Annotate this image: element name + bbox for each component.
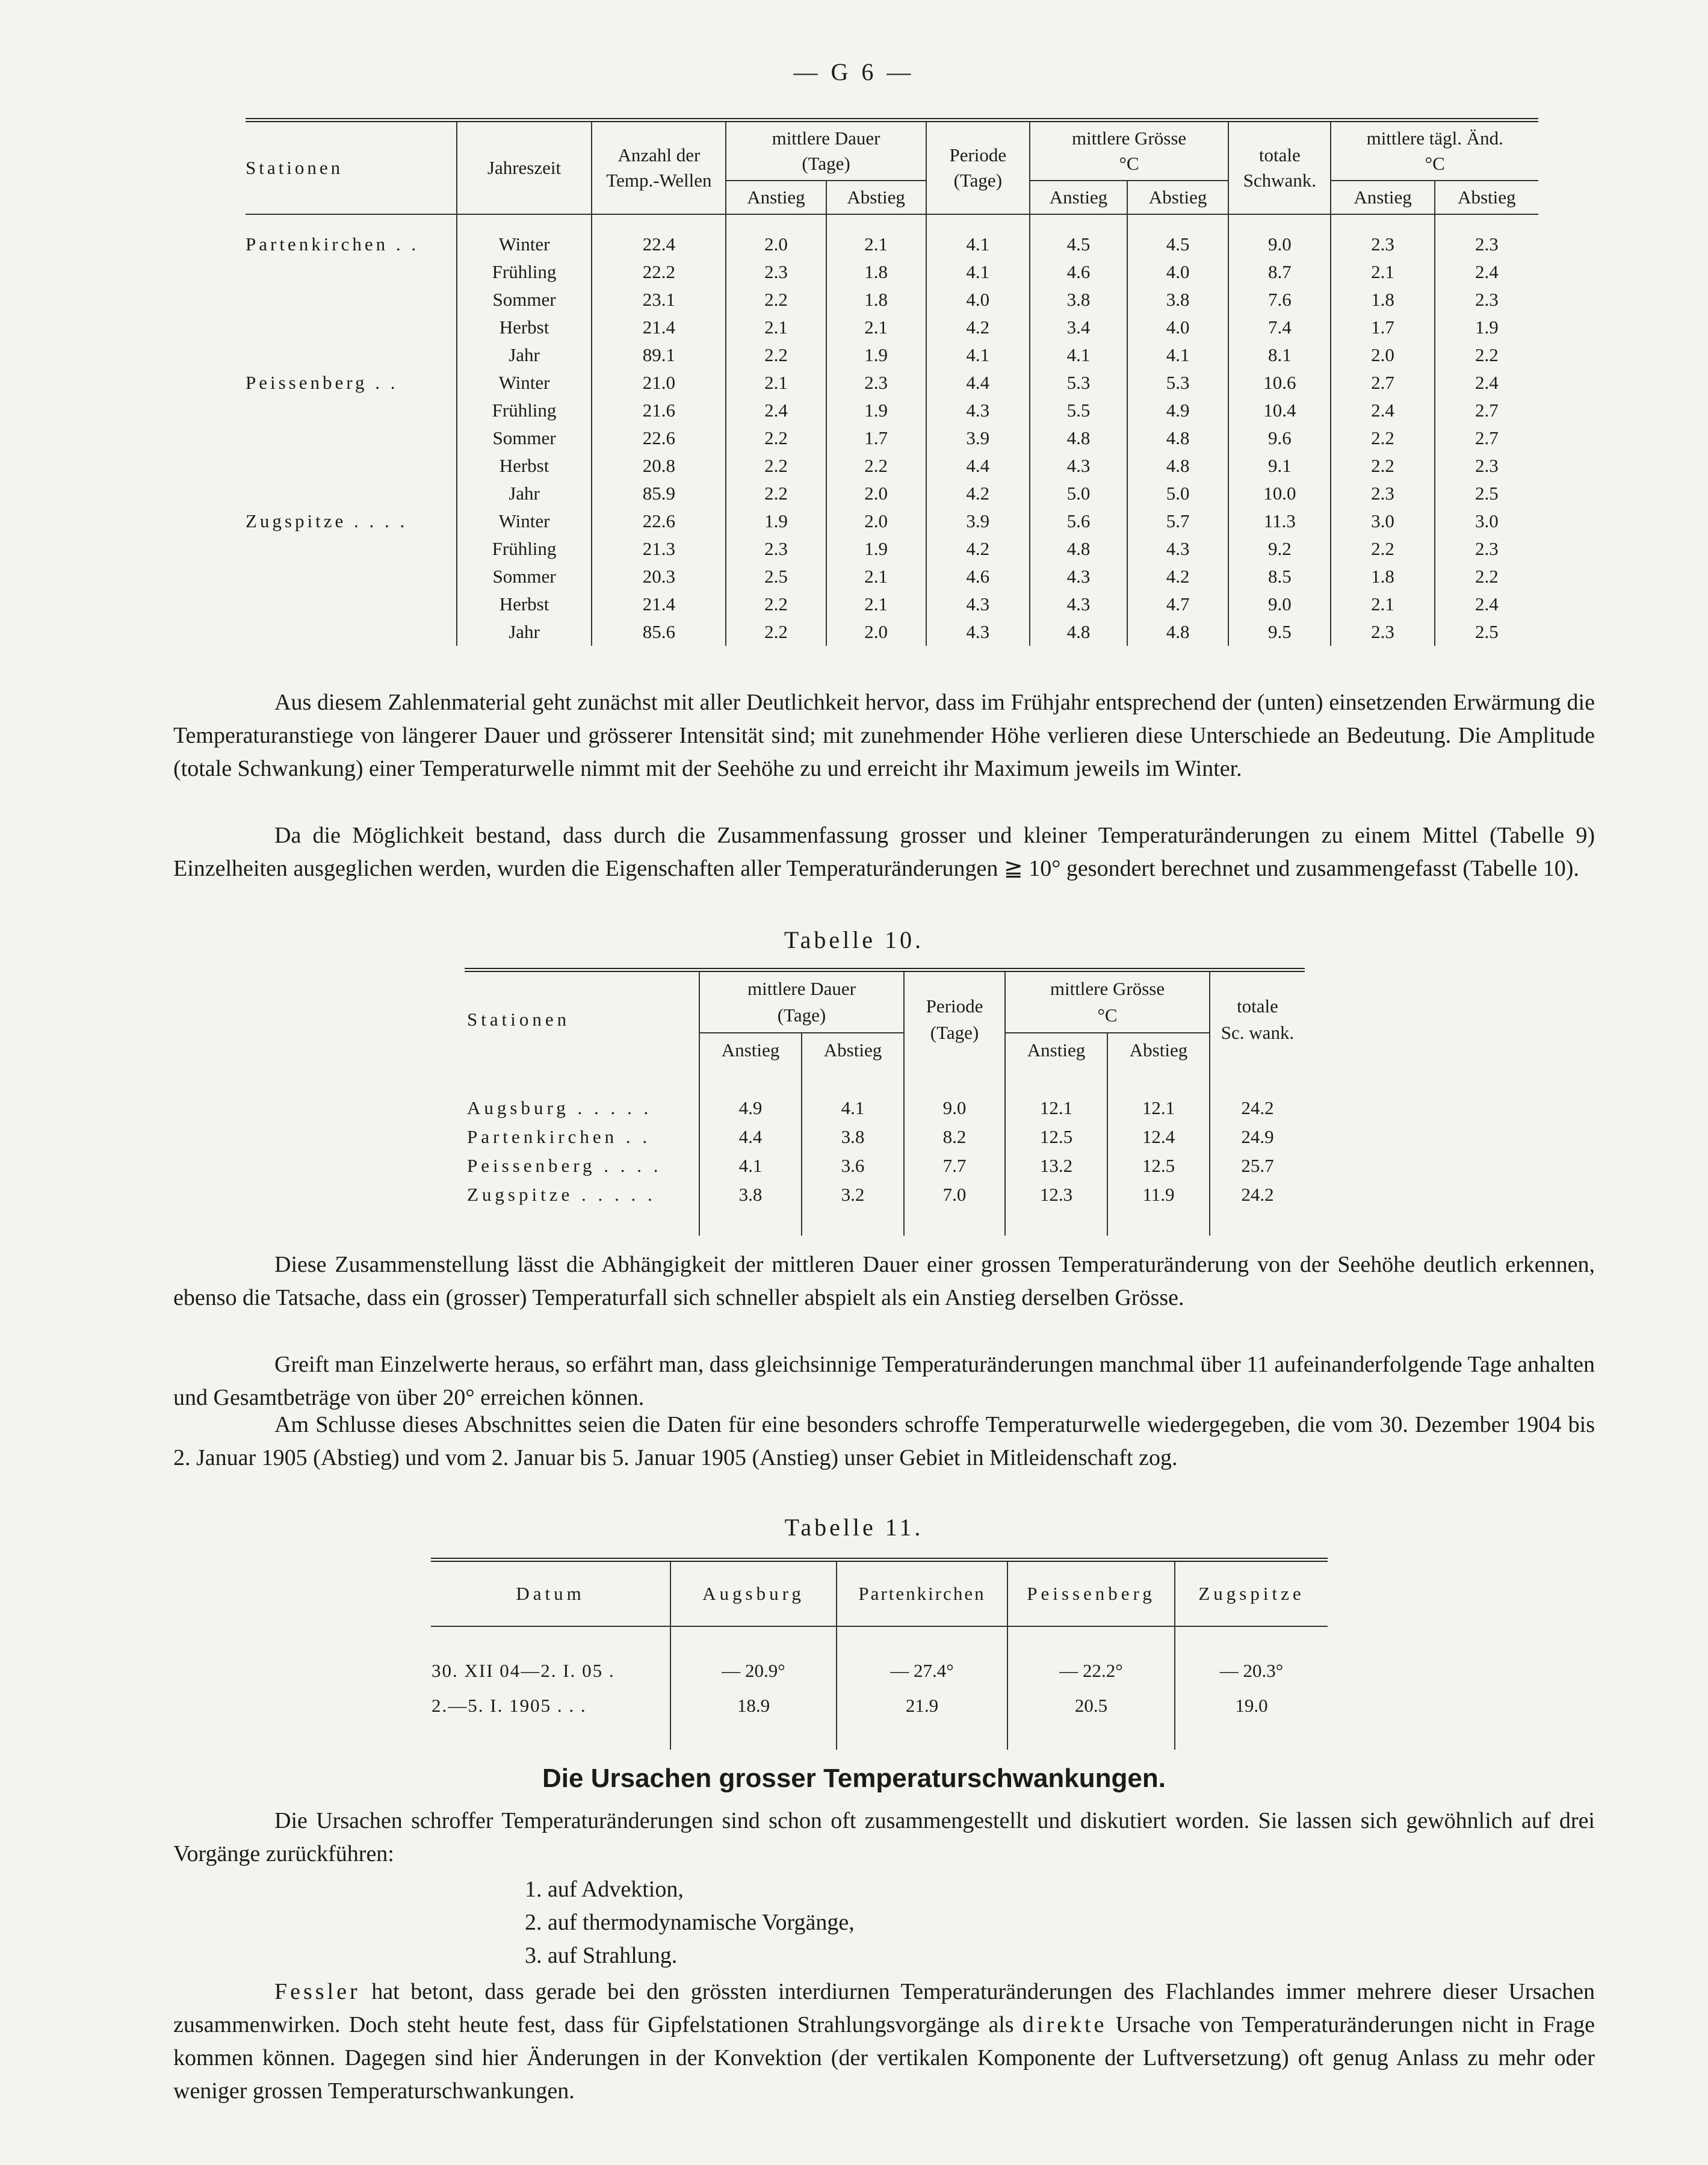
- value-cell: 4.8: [1127, 424, 1228, 452]
- value-cell: 2.3: [1331, 231, 1434, 258]
- station-name: [246, 397, 457, 424]
- season-cell: Frühling: [457, 397, 592, 424]
- col-header-stations: Stationen: [467, 1009, 571, 1030]
- value-cell: 5.3: [1030, 369, 1127, 397]
- value-cell: 25.7: [1210, 1151, 1305, 1180]
- value-cell: 1.8: [1331, 286, 1434, 314]
- value-cell: 1.7: [1331, 314, 1434, 341]
- value-cell: 4.8: [1030, 618, 1127, 646]
- value-cell: 19.0: [1175, 1688, 1328, 1723]
- col-header-zugspitze: Zugspitze: [1175, 1562, 1328, 1626]
- value-cell: 7.0: [904, 1180, 1005, 1209]
- value-cell: 2.1: [726, 314, 826, 341]
- value-cell: 2.3: [1331, 480, 1434, 507]
- value-cell: 12.1: [1107, 1094, 1210, 1123]
- value-cell: 3.8: [699, 1180, 802, 1209]
- value-cell: 9.1: [1228, 452, 1331, 480]
- sub-header-rise: Anstieg: [1331, 181, 1434, 214]
- list-item: 2. auf thermodynamische Vorgänge,: [525, 1910, 855, 1935]
- col-header-period: Periode (Tage): [926, 122, 1030, 214]
- col-header-mean-size: mittlere Grösse °C: [1030, 122, 1228, 181]
- table-row: [431, 1653, 1328, 1688]
- value-cell: 9.6: [1228, 424, 1331, 452]
- value-cell: 4.4: [926, 452, 1030, 480]
- table-row: [246, 507, 1538, 535]
- sub-header-fall: Abstieg: [802, 1033, 904, 1067]
- value-cell: 3.9: [926, 424, 1030, 452]
- author-name: Fessler: [274, 1979, 360, 2004]
- value-cell: 11.3: [1228, 507, 1331, 535]
- station-name: [246, 535, 457, 563]
- value-cell: 2.2: [826, 452, 926, 480]
- value-cell: 3.8: [1030, 286, 1127, 314]
- value-cell: 5.0: [1030, 480, 1127, 507]
- value-cell: 7.4: [1228, 314, 1331, 341]
- value-cell: 21.3: [592, 535, 726, 563]
- col-header-season: Jahreszeit: [457, 122, 592, 214]
- value-cell: 1.7: [826, 424, 926, 452]
- value-cell: 22.4: [592, 231, 726, 258]
- value-cell: 4.1: [699, 1151, 802, 1180]
- sub-header-fall: Abstieg: [1435, 181, 1538, 214]
- value-cell: 2.2: [726, 452, 826, 480]
- station-name: [246, 590, 457, 618]
- value-cell: 4.1: [926, 341, 1030, 369]
- value-cell: 4.9: [699, 1094, 802, 1123]
- value-cell: 5.3: [1127, 369, 1228, 397]
- value-cell: 9.5: [1228, 618, 1331, 646]
- value-cell: 2.3: [826, 369, 926, 397]
- value-cell: 13.2: [1005, 1151, 1107, 1180]
- value-cell: 4.1: [1030, 341, 1127, 369]
- value-cell: 12.5: [1005, 1123, 1107, 1151]
- value-cell: 89.1: [592, 341, 726, 369]
- station-name: [246, 452, 457, 480]
- sub-header-rise: Anstieg: [1005, 1033, 1107, 1067]
- station-name: [246, 258, 457, 286]
- value-cell: 22.6: [592, 424, 726, 452]
- station-name: [246, 314, 457, 341]
- value-cell: 2.7: [1435, 424, 1538, 452]
- sub-header-fall: Abstieg: [1127, 181, 1228, 214]
- value-cell: 12.3: [1005, 1180, 1107, 1209]
- value-cell: 85.9: [592, 480, 726, 507]
- value-cell: 1.8: [826, 286, 926, 314]
- table-11-title: Tabelle 11.: [784, 1514, 924, 1541]
- value-cell: 1.9: [826, 341, 926, 369]
- table-row: [246, 231, 1538, 258]
- value-cell: 2.4: [1435, 590, 1538, 618]
- value-cell: 1.9: [826, 535, 926, 563]
- value-cell: 4.3: [1030, 590, 1127, 618]
- value-cell: 2.2: [726, 480, 826, 507]
- col-header-total: totale Sc. wank.: [1210, 972, 1305, 1067]
- value-cell: 4.1: [926, 231, 1030, 258]
- value-cell: 8.5: [1228, 563, 1331, 590]
- table-row: [246, 618, 1538, 646]
- station-name: [246, 618, 457, 646]
- value-cell: 7.7: [904, 1151, 1005, 1180]
- col-header-total: totale Schwank.: [1228, 122, 1331, 214]
- season-cell: Jahr: [457, 341, 592, 369]
- value-cell: 22.6: [592, 507, 726, 535]
- value-cell: 4.0: [926, 286, 1030, 314]
- value-cell: 2.2: [1331, 424, 1434, 452]
- season-cell: Winter: [457, 507, 592, 535]
- sub-header-rise: Anstieg: [726, 181, 826, 214]
- list-item: 3. auf Strahlung.: [525, 1943, 678, 1968]
- value-cell: 21.9: [837, 1688, 1007, 1723]
- value-cell: 2.5: [1435, 618, 1538, 646]
- value-cell: 2.3: [1435, 231, 1538, 258]
- value-cell: 2.5: [1435, 480, 1538, 507]
- value-cell: 8.1: [1228, 341, 1331, 369]
- value-cell: 4.1: [926, 258, 1030, 286]
- value-cell: 85.6: [592, 618, 726, 646]
- value-cell: 8.2: [904, 1123, 1005, 1151]
- value-cell: 10.4: [1228, 397, 1331, 424]
- table-row: [246, 369, 1538, 397]
- season-cell: Herbst: [457, 452, 592, 480]
- value-cell: 4.9: [1127, 397, 1228, 424]
- season-cell: Sommer: [457, 286, 592, 314]
- col-header-waves: Anzahl der Temp.-Wellen: [592, 122, 726, 214]
- paragraph-5: Am Schlusse dieses Abschnittes seien die Daten für eine besonders schroffe Temperaturwelle wiedergegeben, die vom 30. Dezember 1904 bis 2. Januar 1905 (Abstieg) und vom 2. Januar bis 5. Januar 1905 (Anstieg) unser Gebiet in Mitleidenschaft zog.: [173, 1412, 1595, 1470]
- value-cell: 21.6: [592, 397, 726, 424]
- value-cell: 2.0: [826, 507, 926, 535]
- season-cell: Herbst: [457, 590, 592, 618]
- season-cell: Jahr: [457, 480, 592, 507]
- value-cell: 4.3: [1030, 563, 1127, 590]
- value-cell: 2.1: [826, 590, 926, 618]
- value-cell: 24.9: [1210, 1123, 1305, 1151]
- value-cell: 20.8: [592, 452, 726, 480]
- col-header-augsburg: Augsburg: [670, 1562, 837, 1626]
- station-name: [246, 286, 457, 314]
- table-row: [465, 1180, 1305, 1209]
- value-cell: 2.4: [1331, 397, 1434, 424]
- value-cell: 2.1: [726, 369, 826, 397]
- value-cell: 21.4: [592, 590, 726, 618]
- value-cell: 3.8: [802, 1123, 904, 1151]
- season-cell: Frühling: [457, 535, 592, 563]
- col-header-partenkirchen: Partenkirchen: [837, 1562, 1007, 1626]
- table-row: [465, 1094, 1305, 1123]
- value-cell: 22.2: [592, 258, 726, 286]
- value-cell: 4.7: [1127, 590, 1228, 618]
- value-cell: 2.0: [1331, 341, 1434, 369]
- station-name: [246, 424, 457, 452]
- value-cell: — 22.2°: [1007, 1653, 1175, 1688]
- value-cell: 4.2: [926, 314, 1030, 341]
- value-cell: 9.2: [1228, 535, 1331, 563]
- value-cell: 4.1: [802, 1094, 904, 1123]
- table-row: [246, 286, 1538, 314]
- paragraph-4: Greift man Einzelwerte heraus, so erfährt man, dass gleichsinnige Temperaturänderungen manchmal über 11 aufeinanderfolgende Tage anhalten und Gesamtbeträge von über 20° erreichen können.: [173, 1352, 1595, 1410]
- value-cell: 10.6: [1228, 369, 1331, 397]
- table-row: [246, 535, 1538, 563]
- value-cell: 4.2: [1127, 563, 1228, 590]
- list-item: 1. auf Advektion,: [525, 1877, 684, 1902]
- value-cell: 2.2: [1331, 535, 1434, 563]
- sub-header-rise: Anstieg: [699, 1033, 802, 1067]
- col-header-mean-size: mittlere Grösse °C: [1005, 972, 1210, 1033]
- value-cell: 9.0: [1228, 231, 1331, 258]
- table-row: [465, 1151, 1305, 1180]
- value-cell: 2.4: [1435, 258, 1538, 286]
- value-cell: 2.1: [826, 231, 926, 258]
- value-cell: 2.3: [726, 535, 826, 563]
- table-row: [246, 258, 1538, 286]
- station-name: Zugspitze . . . .: [246, 510, 408, 531]
- table-11-body: [431, 1653, 1328, 1723]
- value-cell: — 20.9°: [670, 1653, 837, 1688]
- col-header-date: Datum: [431, 1562, 670, 1626]
- value-cell: 18.9: [670, 1688, 837, 1723]
- table-row: [246, 563, 1538, 590]
- value-cell: 4.8: [1127, 452, 1228, 480]
- value-cell: 21.0: [592, 369, 726, 397]
- col-header-daily-change: mittlere tägl. Änd. °C: [1331, 122, 1538, 181]
- value-cell: 2.1: [826, 314, 926, 341]
- value-cell: 1.9: [726, 507, 826, 535]
- col-header-peissenberg: Peissenberg: [1007, 1562, 1175, 1626]
- value-cell: 2.2: [726, 618, 826, 646]
- station-name: [246, 480, 457, 507]
- value-cell: 2.3: [726, 258, 826, 286]
- value-cell: 12.1: [1005, 1094, 1107, 1123]
- value-cell: — 27.4°: [837, 1653, 1007, 1688]
- value-cell: 4.8: [1030, 424, 1127, 452]
- value-cell: 2.2: [1331, 452, 1434, 480]
- value-cell: 2.3: [1435, 535, 1538, 563]
- value-cell: 11.9: [1107, 1180, 1210, 1209]
- value-cell: 7.6: [1228, 286, 1331, 314]
- value-cell: 4.4: [926, 369, 1030, 397]
- value-cell: 4.3: [1030, 452, 1127, 480]
- value-cell: 2.2: [726, 590, 826, 618]
- value-cell: 3.2: [802, 1180, 904, 1209]
- value-cell: 4.4: [699, 1123, 802, 1151]
- station-name: Peissenberg . .: [246, 372, 398, 393]
- paragraph-7: Fessler hat betont, dass gerade bei den grössten interdiurnen Temperaturänderungen des Flachlandes immer mehrere dieser Ursachen zusammenwirken. Doch steht heute fest, dass für Gipfelstationen Strahlungsvorgänge als direkte Ursache von Temperaturänderungen nicht in Frage kommen können. Dagegen sind hier Änderungen in der Konvektion (der vertikalen Komponente der Luftversetzung) oft genug Anlass zu mehr oder weniger grossen Temperaturschwankungen.: [173, 1979, 1595, 2104]
- station-name: Partenkirchen . .: [467, 1126, 651, 1147]
- value-cell: 5.6: [1030, 507, 1127, 535]
- value-cell: 20.3: [592, 563, 726, 590]
- table-10-title: Tabelle 10.: [784, 926, 924, 953]
- value-cell: 20.5: [1007, 1688, 1175, 1723]
- table-11: [431, 1558, 1328, 1750]
- page-header: — G 6 —: [793, 58, 915, 85]
- table-10: [465, 968, 1305, 1236]
- value-cell: 2.7: [1435, 397, 1538, 424]
- value-cell: 2.0: [826, 618, 926, 646]
- table-row: [246, 424, 1538, 452]
- col-header-stations: Stationen: [246, 157, 344, 178]
- table-10-body: [465, 1094, 1305, 1209]
- value-cell: 2.0: [726, 231, 826, 258]
- value-cell: 2.2: [1435, 341, 1538, 369]
- value-cell: 2.1: [1331, 258, 1434, 286]
- station-name: Peissenberg . . . .: [467, 1155, 662, 1176]
- value-cell: 5.7: [1127, 507, 1228, 535]
- value-cell: 12.5: [1107, 1151, 1210, 1180]
- value-cell: 4.0: [1127, 314, 1228, 341]
- table-row: [246, 397, 1538, 424]
- value-cell: 1.9: [826, 397, 926, 424]
- value-cell: 21.4: [592, 314, 726, 341]
- sub-header-rise: Anstieg: [1030, 181, 1127, 214]
- value-cell: — 20.3°: [1175, 1653, 1328, 1688]
- value-cell: 2.3: [1331, 618, 1434, 646]
- value-cell: 5.5: [1030, 397, 1127, 424]
- table-9: [246, 118, 1538, 646]
- season-cell: Sommer: [457, 563, 592, 590]
- value-cell: 3.8: [1127, 286, 1228, 314]
- value-cell: 2.3: [1435, 286, 1538, 314]
- value-cell: 3.0: [1435, 507, 1538, 535]
- value-cell: 24.2: [1210, 1180, 1305, 1209]
- value-cell: 4.5: [1030, 231, 1127, 258]
- season-cell: Herbst: [457, 314, 592, 341]
- date-cell: 30. XII 04—2. I. 05 .: [432, 1660, 615, 1681]
- value-cell: 2.3: [1435, 452, 1538, 480]
- value-cell: 5.0: [1127, 480, 1228, 507]
- value-cell: 4.3: [1127, 535, 1228, 563]
- season-cell: Winter: [457, 231, 592, 258]
- season-cell: Sommer: [457, 424, 592, 452]
- value-cell: 9.0: [1228, 590, 1331, 618]
- value-cell: 2.0: [826, 480, 926, 507]
- value-cell: 4.6: [1030, 258, 1127, 286]
- value-cell: 3.9: [926, 507, 1030, 535]
- station-name: Augsburg . . . . .: [467, 1097, 652, 1118]
- station-name: Partenkirchen . .: [246, 234, 419, 255]
- value-cell: 2.1: [1331, 590, 1434, 618]
- table-row: [246, 590, 1538, 618]
- value-cell: 2.2: [726, 424, 826, 452]
- value-cell: 4.0: [1127, 258, 1228, 286]
- value-cell: 2.1: [826, 563, 926, 590]
- value-cell: 1.8: [1331, 563, 1434, 590]
- value-cell: 23.1: [592, 286, 726, 314]
- value-cell: 4.3: [926, 590, 1030, 618]
- value-cell: 9.0: [904, 1094, 1005, 1123]
- value-cell: 24.2: [1210, 1094, 1305, 1123]
- table-9-body: [246, 231, 1538, 646]
- value-cell: 4.3: [926, 397, 1030, 424]
- value-cell: 2.4: [1435, 369, 1538, 397]
- station-name: [246, 563, 457, 590]
- value-cell: 2.4: [726, 397, 826, 424]
- station-name: [246, 341, 457, 369]
- value-cell: 8.7: [1228, 258, 1331, 286]
- value-cell: 3.0: [1331, 507, 1434, 535]
- paragraph-2: Da die Möglichkeit bestand, dass durch die Zusammenfassung grosser und kleiner Temperaturänderungen zu einem Mittel (Tabelle 9) Einzelheiten ausgeglichen werden, wurden die Eigenschaften aller Temperaturänderungen ≧ 10° gesondert berechnet und zusammengefasst (Tabelle 10).: [173, 823, 1595, 881]
- value-cell: 1.9: [1435, 314, 1538, 341]
- season-cell: Jahr: [457, 618, 592, 646]
- date-cell: 2.—5. I. 1905 . . .: [432, 1695, 587, 1716]
- season-cell: Frühling: [457, 258, 592, 286]
- value-cell: 2.7: [1331, 369, 1434, 397]
- sub-header-fall: Abstieg: [826, 181, 926, 214]
- value-cell: 2.2: [726, 286, 826, 314]
- col-header-mean-duration: mittlere Dauer (Tage): [699, 972, 904, 1033]
- value-cell: 4.5: [1127, 231, 1228, 258]
- value-cell: 10.0: [1228, 480, 1331, 507]
- value-cell: 3.6: [802, 1151, 904, 1180]
- table-row: [465, 1123, 1305, 1151]
- col-header-mean-duration: mittlere Dauer (Tage): [726, 122, 926, 181]
- table-row: [246, 452, 1538, 480]
- table-row: [246, 314, 1538, 341]
- table-row: [246, 480, 1538, 507]
- value-cell: 4.2: [926, 535, 1030, 563]
- paragraph-6: Die Ursachen schroffer Temperaturänderungen sind schon oft zusammengestellt und diskutiert worden. Sie lassen sich gewöhnlich auf drei Vorgänge zurückführen:: [173, 1808, 1595, 1866]
- station-name: Zugspitze . . . . .: [467, 1184, 656, 1205]
- col-header-period: Periode (Tage): [904, 972, 1005, 1067]
- value-cell: 1.8: [826, 258, 926, 286]
- season-cell: Winter: [457, 369, 592, 397]
- value-cell: 4.2: [926, 480, 1030, 507]
- value-cell: 12.4: [1107, 1123, 1210, 1151]
- table-row: [246, 341, 1538, 369]
- value-cell: 2.2: [1435, 563, 1538, 590]
- paragraph-1: Aus diesem Zahlenmaterial geht zunächst mit aller Deutlichkeit hervor, dass im Frühjahr entsprechend der (unten) einsetzenden Erwärmung die Temperaturanstiege von längerer Dauer und grösserer Intensität sind; mit zunehmender Höhe verlieren diese Unterschiede an Bedeutung. Die Amplitude (totale Schwankung) einer Temperaturwelle nimmt mit der Seehöhe zu und erreicht ihr Maximum jeweils im Winter.: [173, 690, 1595, 781]
- value-cell: 4.6: [926, 563, 1030, 590]
- value-cell: 4.1: [1127, 341, 1228, 369]
- emphasis: direkte: [1022, 2012, 1107, 2037]
- section-heading: Die Ursachen grosser Temperaturschwankungen.: [542, 1764, 1166, 1793]
- table-row: [431, 1688, 1328, 1723]
- value-cell: 2.2: [726, 341, 826, 369]
- value-cell: 3.4: [1030, 314, 1127, 341]
- value-cell: 2.5: [726, 563, 826, 590]
- value-cell: 4.8: [1030, 535, 1127, 563]
- sub-header-fall: Abstieg: [1107, 1033, 1210, 1067]
- value-cell: 4.8: [1127, 618, 1228, 646]
- paragraph-3: Diese Zusammenstellung lässt die Abhängigkeit der mittleren Dauer einer grossen Temperaturänderung von der Seehöhe deutlich erkennen, ebenso die Tatsache, dass ein (grosser) Temperaturfall sich schneller abspielt als ein Anstieg derselben Grösse.: [173, 1252, 1595, 1310]
- value-cell: 4.3: [926, 618, 1030, 646]
